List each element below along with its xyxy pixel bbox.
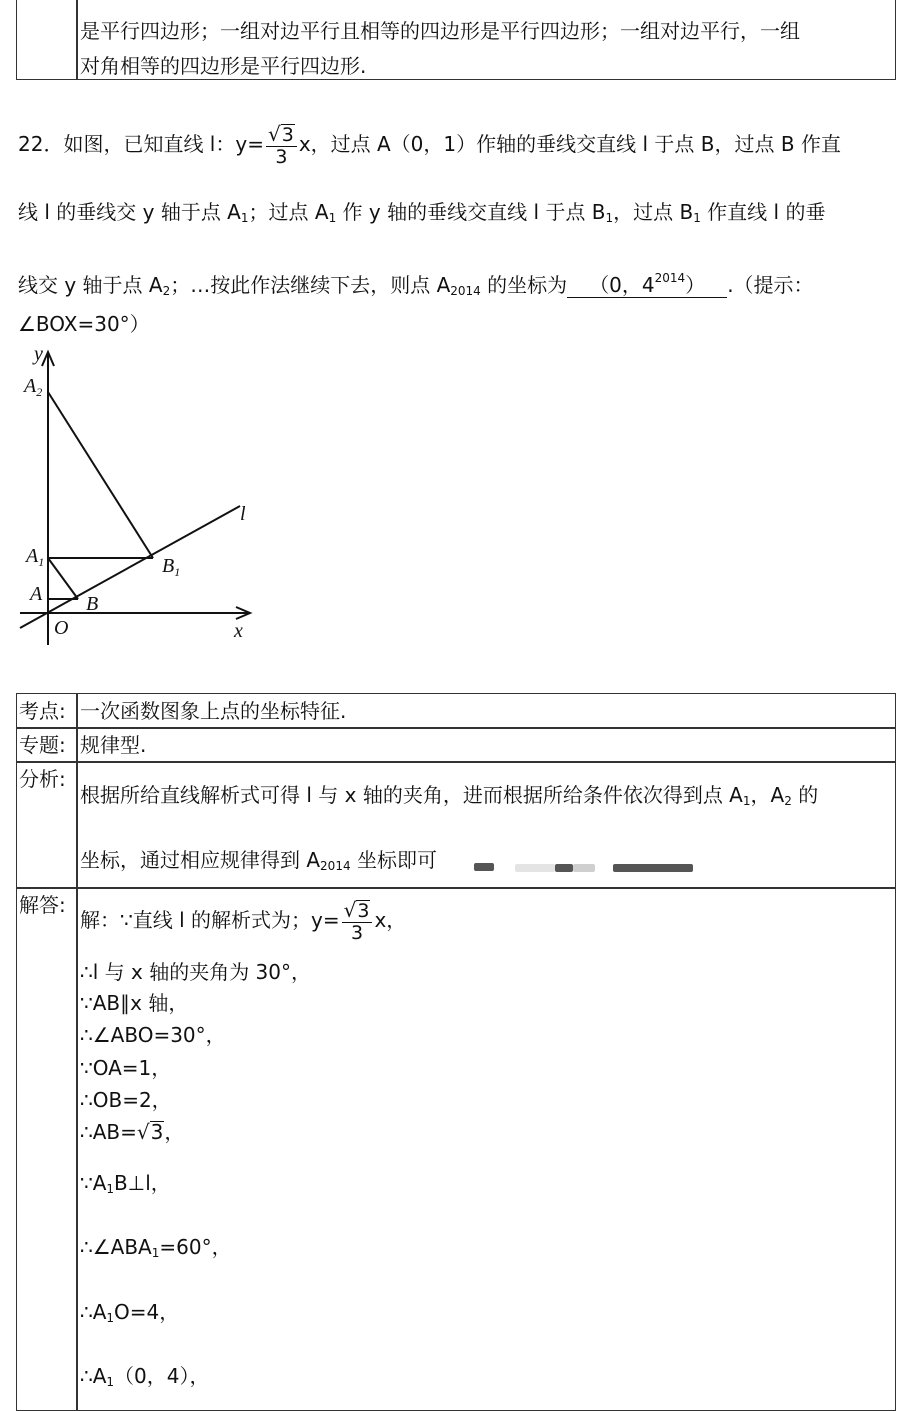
jieda-line-3: ∵AB∥x 轴， [80, 991, 189, 1015]
label-y: y [34, 343, 43, 365]
top-table-left-cell [16, 0, 78, 80]
fenxi-text-2b: 坐标即可 [350, 848, 437, 872]
fenxi-line-1 [80, 783, 818, 813]
jieda-line-6: ∴OB=2， [80, 1088, 172, 1112]
jieda-label-cell [16, 887, 78, 1411]
question-text-2a: 线 l 的垂线交 y 轴于点 A [18, 200, 241, 224]
jieda-line-11 [80, 1364, 210, 1394]
jieda-line-8 [80, 1171, 171, 1201]
zhuanti-text-cell [76, 727, 896, 763]
label-A2: $A_2$ [24, 375, 43, 399]
fenxi-sub-3: 2014 [320, 859, 351, 873]
kaodian-text: 一次函数图象上点的坐标特征. [80, 699, 347, 723]
kaodian-label: 考点: [19, 699, 66, 723]
redaction-mark-4 [573, 864, 595, 872]
fenxi-text-1a: 根据所给直线解析式可得 l 与 x 轴的夹角，进而根据所给条件依次得到点 A [80, 783, 743, 807]
sub-4: 1 [693, 211, 701, 225]
fenxi-text-1b: ，A [750, 783, 785, 807]
label-B: B [86, 593, 99, 615]
fenxi-label: 分析: [19, 767, 66, 791]
redaction-mark-1 [474, 863, 494, 871]
question-text-1a: 如图，已知直线 l：y= [63, 132, 264, 156]
jieda-fraction-den: 3 [350, 922, 364, 944]
label-x: x [234, 620, 243, 642]
jieda-line-4: ∴∠ABO=30°， [80, 1023, 226, 1047]
jieda-line-2: ∴l 与 x 轴的夹角为 30°， [80, 960, 311, 984]
jieda-line-7: ∴AB=√3， [80, 1120, 185, 1144]
jieda-text-10b: O=4， [114, 1300, 180, 1324]
sub-5: 2 [162, 284, 171, 298]
question-line-2 [18, 200, 825, 230]
sub-6: 2014 [450, 284, 481, 298]
segment-B1A2 [48, 392, 153, 558]
jieda-line-10 [80, 1300, 179, 1330]
jieda-line-1 [80, 898, 406, 943]
question-line-4: ∠BOX=30°） [18, 312, 150, 336]
zhuanti-label: 专题: [19, 733, 66, 757]
redaction-mark-3 [555, 864, 573, 872]
fenxi-sub-1: 1 [742, 794, 751, 808]
jieda-text-1a: 解：∵直线 l 的解析式为；y= [80, 908, 340, 932]
zhuanti-text: 规律型. [80, 733, 147, 757]
question-text-2d: ，过点 B [613, 200, 694, 224]
jieda-sub-8: 1 [106, 1182, 115, 1196]
question-text-2c: 作 y 轴的垂线交直线 l 于点 B [336, 200, 606, 224]
question-text-3a: 线交 y 轴于点 A [18, 273, 163, 297]
answer-blank [567, 266, 727, 298]
jieda-text-1b: x， [374, 908, 407, 932]
question-line-1 [18, 124, 841, 167]
jieda-line-5: ∵OA=1， [80, 1056, 172, 1080]
question-text-3c: 的坐标为 [480, 273, 568, 297]
jieda-text-11a: ∴A [80, 1364, 107, 1388]
label-O: O [54, 617, 69, 639]
jieda-fraction-num: 3 [357, 900, 370, 922]
label-B1: $B_1$ [162, 555, 181, 579]
jieda-text-11b: （0，4）， [114, 1364, 210, 1388]
jieda-text-7-sqrt: 3 [150, 1120, 164, 1144]
question-fraction-den: 3 [275, 146, 288, 168]
jieda-sub-11: 1 [106, 1375, 115, 1389]
line-l [20, 506, 240, 628]
jieda-text-8b: B⊥l， [114, 1171, 171, 1195]
question-text-2b: ；过点 A [248, 200, 329, 224]
jieda-text-7a: ∴AB= [80, 1120, 137, 1144]
sub-2: 1 [328, 211, 337, 225]
sub-3: 1 [605, 211, 614, 225]
fenxi-sub-2: 2 [784, 794, 792, 808]
fenxi-text-2a: 坐标，通过相应规律得到 A [80, 848, 321, 872]
top-table-line-1: 是平行四边形；一组对边平行且相等的四边形是平行四边形；一组对边平行，一组 [80, 19, 800, 43]
question-fraction: $\frac{√3}{3}$ [266, 124, 297, 167]
jieda-sub-9: 1 [151, 1246, 160, 1260]
redaction-mark-5 [613, 864, 693, 872]
question-number: 22． [18, 132, 64, 156]
jieda-fraction: $\frac{√3}{3}$ [342, 900, 373, 943]
jieda-label: 解答: [19, 893, 66, 917]
question-text-1b: x，过点 A（0，1）作轴的垂线交直线 l 于点 B，过点 B 作直 [298, 132, 841, 156]
question-fraction-num: 3 [281, 124, 294, 146]
jieda-text-10a: ∴A [80, 1300, 107, 1324]
fenxi-text-1c: 的 [791, 783, 819, 807]
question-text-3d: .（提示： [727, 273, 814, 297]
redaction-mark-2 [515, 864, 555, 872]
label-A: A [30, 583, 43, 605]
jieda-sub-10: 1 [106, 1311, 115, 1325]
question-text-2e: 作直线 l 的垂 [700, 200, 826, 224]
question-text-3b: ；…按此作法继续下去，则点 A [170, 273, 451, 297]
answer-text-a: （0，4 [589, 273, 655, 297]
top-table-line-2: 对角相等的四边形是平行四边形. [80, 54, 367, 78]
geometry-figure [0, 340, 300, 660]
label-l: l [240, 503, 246, 525]
jieda-line-9 [80, 1235, 232, 1265]
jieda-text-7b: ， [164, 1120, 185, 1144]
answer-sup: 2014 [654, 271, 686, 285]
question-line-3 [18, 266, 814, 303]
jieda-text-8a: ∵A [80, 1171, 107, 1195]
answer-text-b: ） [685, 273, 706, 297]
label-A1: $A_1$ [26, 545, 45, 569]
fenxi-line-2 [80, 848, 437, 878]
jieda-text-9a: ∴∠ABA [80, 1235, 152, 1259]
segment-BA1 [48, 558, 78, 599]
sub-1: 1 [240, 211, 249, 225]
jieda-text-9b: =60°， [159, 1235, 232, 1259]
